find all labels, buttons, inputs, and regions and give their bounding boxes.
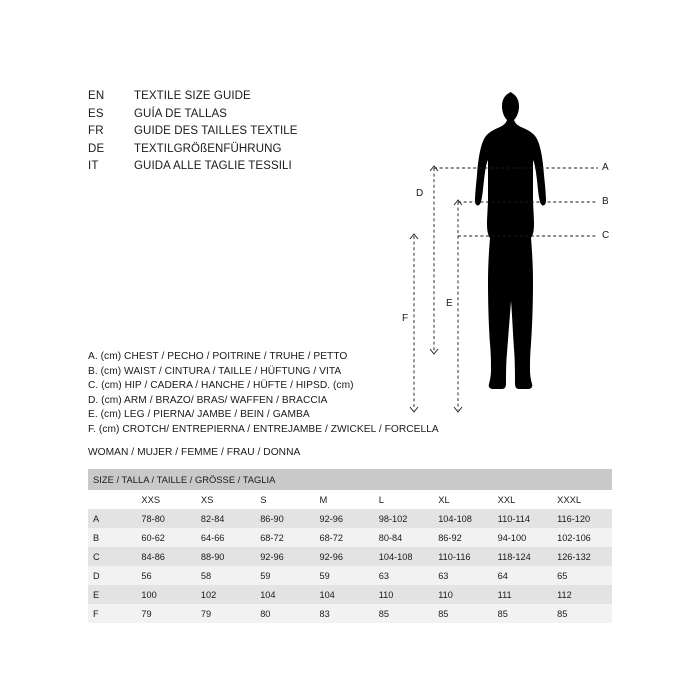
table-cell: 110 <box>374 585 433 604</box>
table-corner-cell <box>88 490 136 509</box>
dim-label-c: C <box>602 230 610 241</box>
table-cell: 98-102 <box>374 509 433 528</box>
table-cell: 94-100 <box>493 528 552 547</box>
table-cell: 102-106 <box>552 528 612 547</box>
table-cell: 92-96 <box>314 547 373 566</box>
table-cell: 112 <box>552 585 612 604</box>
table-cell: 65 <box>552 566 612 585</box>
table-cell: 92-96 <box>255 547 314 566</box>
table-row <box>88 528 612 547</box>
table-cell: 80 <box>255 604 314 623</box>
table-cell: 92-96 <box>314 509 373 528</box>
table-col-xxxl: XXXL <box>552 490 612 509</box>
table-cell: 63 <box>433 566 492 585</box>
title-text-fr: GUIDE DES TAILLES TEXTILE <box>134 125 298 137</box>
table-cell: 86-92 <box>433 528 492 547</box>
table-col-xl: XL <box>433 490 492 509</box>
table-cell: 84-86 <box>136 547 196 566</box>
table-row <box>88 604 612 623</box>
table-cell: 116-120 <box>552 509 612 528</box>
table-cell: 58 <box>196 566 255 585</box>
table-row-label: C <box>88 547 136 566</box>
table-row <box>88 585 612 604</box>
table-row-label: A <box>88 509 136 528</box>
title-lang-de: DE <box>88 142 105 155</box>
table-cell: 110-114 <box>493 509 552 528</box>
legend-item-f: F. (cm) CROTCH/ ENTREPIERNA / ENTREJAMBE / ZWICKEL / FORCELLA <box>88 423 439 435</box>
table-cell: 83 <box>314 604 373 623</box>
size-table <box>88 469 612 623</box>
table-cell: 110 <box>433 585 492 604</box>
table-row-label: E <box>88 585 136 604</box>
title-lang-es: ES <box>88 107 104 120</box>
legend-item-b: B. (cm) WAIST / CINTURA / TAILLE / HÜFTUNG / VITA <box>88 365 342 377</box>
table-cell: 64 <box>493 566 552 585</box>
table-cell: 88-90 <box>196 547 255 566</box>
table-col-l: L <box>374 490 433 509</box>
table-row-columns <box>88 490 612 509</box>
table-cell: 102 <box>196 585 255 604</box>
title-lang-it: IT <box>88 160 99 172</box>
title-row <box>88 158 298 176</box>
table-cell: 78-80 <box>136 509 196 528</box>
table-col-xxs: XXS <box>136 490 196 509</box>
table-cell: 59 <box>255 566 314 585</box>
table-cell: 59 <box>314 566 373 585</box>
table-row-label: B <box>88 528 136 547</box>
table-cell: 104-108 <box>433 509 492 528</box>
table-cell: 85 <box>493 604 552 623</box>
table-cell: 79 <box>136 604 196 623</box>
dim-label-e: E <box>446 298 453 309</box>
table-cell: 126-132 <box>552 547 612 566</box>
measurement-legend <box>88 350 439 438</box>
measure-bracket-e <box>454 200 462 412</box>
title-text-de: TEXTILGRÖßENFÜHRUNG <box>134 142 282 155</box>
dim-label-d: D <box>416 188 424 199</box>
title-block <box>88 88 298 176</box>
dim-label-f: F <box>402 313 409 324</box>
table-cell: 80-84 <box>374 528 433 547</box>
table-col-s: S <box>255 490 314 509</box>
table-cell: 56 <box>136 566 196 585</box>
title-row <box>88 141 298 159</box>
female-silhouette <box>475 92 546 389</box>
table-cell: 79 <box>196 604 255 623</box>
legend-item-c: C. (cm) HIP / CADERA / HANCHE / HÜFTE / HIPSD. (cm) <box>88 380 354 392</box>
table-row <box>88 547 612 566</box>
table-cell: 68-72 <box>314 528 373 547</box>
dim-label-b: B <box>602 196 609 207</box>
size-table-wrapper <box>88 469 612 623</box>
title-lang-en: EN <box>88 90 105 102</box>
title-text-en: TEXTILE SIZE GUIDE <box>134 90 251 102</box>
table-col-xxl: XXL <box>493 490 552 509</box>
measure-bracket-d <box>430 166 438 354</box>
table-col-xs: XS <box>196 490 255 509</box>
table-col-m: M <box>314 490 373 509</box>
table-cell: 64-66 <box>196 528 255 547</box>
table-cell: 63 <box>374 566 433 585</box>
table-row-header <box>88 469 612 490</box>
table-cell: 104 <box>314 585 373 604</box>
table-cell: 60-62 <box>136 528 196 547</box>
legend-item-a: A. (cm) CHEST / PECHO / POITRINE / TRUHE / PETTO <box>88 351 348 362</box>
table-cell: 68-72 <box>255 528 314 547</box>
table-cell: 100 <box>136 585 196 604</box>
table-cell: 85 <box>374 604 433 623</box>
table-cell: 85 <box>433 604 492 623</box>
table-cell: 118-124 <box>493 547 552 566</box>
title-lang-fr: FR <box>88 125 104 137</box>
table-row-label: D <box>88 566 136 585</box>
table-cell: 85 <box>552 604 612 623</box>
table-cell: 110-116 <box>433 547 492 566</box>
table-header-title: SIZE / TALLA / TAILLE / GRÖSSE / TAGLIA <box>88 469 612 490</box>
table-row <box>88 566 612 585</box>
title-row <box>88 106 298 124</box>
table-cell: 111 <box>493 585 552 604</box>
table-cell: 104-108 <box>374 547 433 566</box>
legend-item-d: D. (cm) ARM / BRAZO/ BRAS/ WAFFEN / BRACCIA <box>88 394 328 406</box>
dim-label-a: A <box>602 162 609 173</box>
table-cell: 86-90 <box>255 509 314 528</box>
table-row-label: F <box>88 604 136 623</box>
table-cell: 82-84 <box>196 509 255 528</box>
legend-item-e: E. (cm) LEG / PIERNA/ JAMBE / BEIN / GAMBA <box>88 409 310 421</box>
title-text-it: GUIDA ALLE TAGLIE TESSILI <box>134 160 292 172</box>
title-text-es: GUÍA DE TALLAS <box>134 107 228 120</box>
table-row <box>88 509 612 528</box>
table-cell: 104 <box>255 585 314 604</box>
gender-label: WOMAN / MUJER / FEMME / FRAU / DONNA <box>88 447 301 458</box>
title-row <box>88 88 298 106</box>
title-row <box>88 123 298 141</box>
